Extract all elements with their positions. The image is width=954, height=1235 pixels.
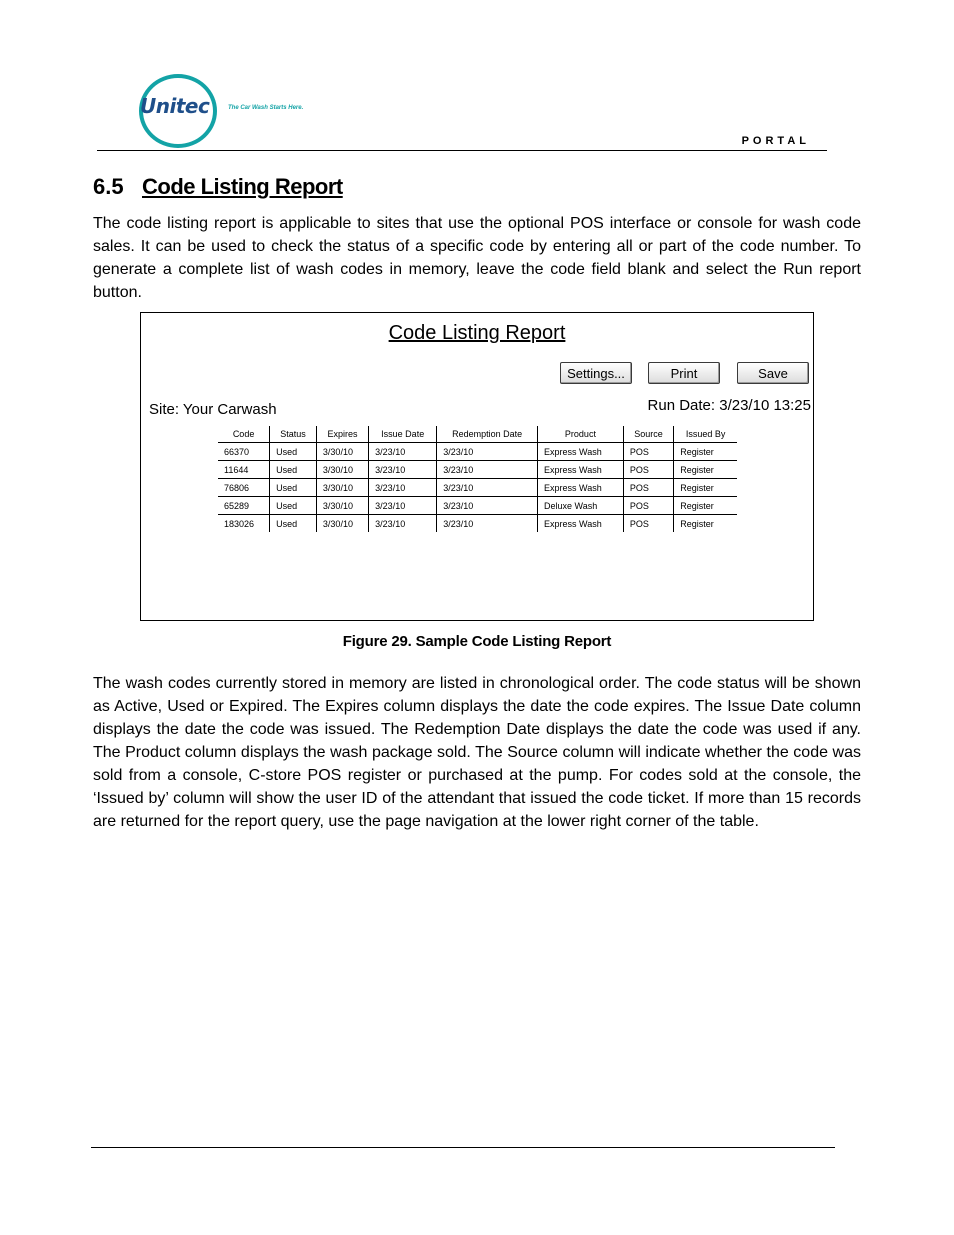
logo-tagline: The Car Wash Starts Here. (228, 105, 304, 111)
run-date: Run Date: 3/23/10 13:25 (647, 397, 811, 414)
site-label: Site: Your Carwash (149, 401, 277, 418)
table-cell: Express Wash (538, 443, 624, 461)
table-cell: 3/23/10 (437, 443, 538, 461)
table-cell: Express Wash (538, 479, 624, 497)
column-header: Redemption Date (437, 426, 538, 443)
section-number: 6.5 (93, 174, 124, 199)
header-rule (97, 150, 827, 151)
column-header: Issue Date (369, 426, 437, 443)
column-header: Status (270, 426, 317, 443)
table-cell: 76806 (218, 479, 270, 497)
table-cell: 3/23/10 (437, 515, 538, 533)
table-cell: 3/23/10 (437, 479, 538, 497)
table-cell: Register (674, 515, 737, 533)
table-cell: Used (270, 497, 317, 515)
table-cell: Used (270, 515, 317, 533)
table-row (218, 479, 737, 497)
table-row (218, 515, 737, 533)
table-cell: POS (623, 461, 673, 479)
table-row (218, 497, 737, 515)
table-cell: 3/23/10 (437, 461, 538, 479)
table-cell: Used (270, 461, 317, 479)
logo-wordmark: Unitec (140, 94, 210, 118)
running-head: PORTAL (741, 135, 810, 147)
table-cell: 3/23/10 (369, 497, 437, 515)
table-cell: 66370 (218, 443, 270, 461)
table-cell: Register (674, 479, 737, 497)
table-cell: Express Wash (538, 461, 624, 479)
table-cell: 3/23/10 (369, 515, 437, 533)
body-paragraph: The wash codes currently stored in memory are listed in chronological order. The code status will be shown as Active, Used or Expired. The Expires column displays the date the code expires. The Issue Date column displays the date the code was issued. The Redemption Date displays the date the code was used if any. The Product column displays the wash package sold. The Source column will indicate whether the code was sold from a console, C-store POS register or purchased at the pump. For codes sold at the console, the ‘Issued by’ column will show the user ID of the attendant that issued the code ticket. If more than 15 records are returned for the report query, use the page navigation at the lower right corner of the table. (93, 675, 861, 830)
table-cell: 3/30/10 (316, 515, 368, 533)
figure-caption: Figure 29. Sample Code Listing Report (342, 633, 612, 650)
table-header-row (218, 426, 737, 443)
table-cell: Register (674, 461, 737, 479)
table-cell: POS (623, 443, 673, 461)
table-cell: 3/30/10 (316, 479, 368, 497)
table-cell: Register (674, 443, 737, 461)
unitec-logo (136, 72, 336, 150)
table-cell: POS (623, 497, 673, 515)
table-cell: 11644 (218, 461, 270, 479)
table-cell: Used (270, 479, 317, 497)
table-cell: 3/23/10 (437, 497, 538, 515)
table-cell: Deluxe Wash (538, 497, 624, 515)
table-cell: 3/30/10 (316, 461, 368, 479)
column-header: Expires (316, 426, 368, 443)
intro-paragraph: The code listing report is applicable to sites that use the optional POS interface or console for wash code sales. It can be used to check the status of a specific code by entering all or part of the code number. To generate a complete list of wash codes in memory, leave the code field blank and select the Run report button. (93, 215, 861, 301)
table-cell: 3/30/10 (316, 443, 368, 461)
print-button[interactable]: Print (648, 362, 720, 384)
column-header: Product (538, 426, 624, 443)
report-figure (140, 312, 814, 621)
table-cell: 183026 (224, 518, 255, 529)
save-button[interactable]: Save (737, 362, 809, 384)
table-cell: 3/23/10 (369, 443, 437, 461)
report-title: Code Listing Report (388, 322, 566, 344)
table-cell: POS (623, 479, 673, 497)
table-cell: POS (623, 515, 673, 533)
table-cell: Express Wash (538, 515, 624, 533)
table-cell: Used (270, 443, 317, 461)
footer-rule (91, 1147, 835, 1148)
table-cell: Register (674, 497, 737, 515)
table-cell: 65289 (218, 497, 270, 515)
column-header: Code (218, 426, 270, 443)
table-cell: 3/30/10 (316, 497, 368, 515)
table-cell: 3/23/10 (369, 461, 437, 479)
table-cell: 3/23/10 (369, 479, 437, 497)
table-row (218, 461, 737, 479)
table-row (218, 443, 737, 461)
code-listing-table (218, 426, 737, 532)
column-header: Source (623, 426, 673, 443)
section-title: Code Listing Report (142, 174, 343, 199)
settings-button[interactable]: Settings... (560, 362, 632, 384)
column-header: Issued By (674, 426, 737, 443)
